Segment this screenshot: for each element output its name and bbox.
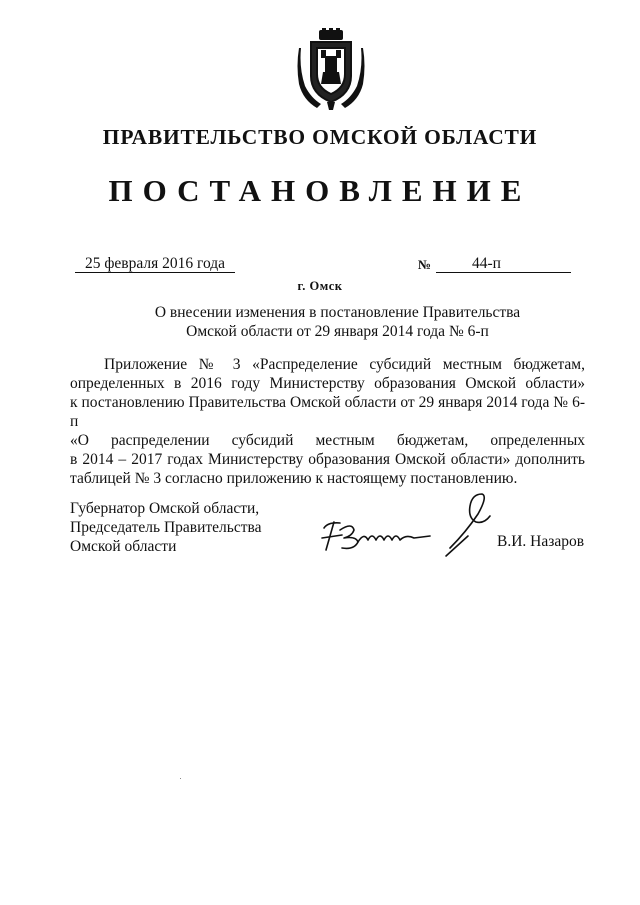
document-subject	[150, 303, 525, 341]
body-line: к постановлению Правительства Омской области от 29 января 2014 года № 6-п	[70, 394, 585, 430]
position-line: Губернатор Омской области,	[70, 500, 260, 517]
body-line: «О распределении субсидий местным бюджетам, определенных	[70, 432, 585, 449]
signatory-name: В.И. Назаров	[497, 533, 585, 550]
subject-line: Омской области от 29 января 2014 года № 6-п	[186, 323, 489, 340]
document-type-title: ПОСТАНОВЛЕНИЕ	[108, 173, 532, 208]
scan-speck	[180, 778, 181, 779]
date-field	[75, 255, 235, 273]
government-title: ПРАВИТЕЛЬСТВО ОМСКОЙ ОБЛАСТИ	[102, 125, 538, 149]
subject-line: О внесении изменения в постановление Правительства	[154, 304, 521, 321]
position-line: Председатель Правительства	[70, 519, 262, 536]
body-line: Приложение № 3 «Распределение субсидий местным бюджетам,	[104, 356, 585, 373]
document-number: 44-п	[472, 255, 501, 272]
signatory-position	[70, 499, 262, 556]
body-line: в 2014 – 2017 годах Министерству образования Омской области» дополнить	[70, 451, 585, 468]
handwritten-signature	[318, 492, 503, 562]
number-sign: №	[418, 257, 432, 272]
omsk-coat-of-arms-icon	[297, 28, 365, 110]
body-line: определенных в 2016 году Министерству образования Омской области»	[70, 375, 585, 392]
document-date: 25 февраля 2016 года	[85, 255, 226, 272]
number-field	[436, 255, 571, 273]
document-body	[70, 355, 585, 488]
position-line: Омской области	[70, 538, 177, 555]
body-line: таблицей № 3 согласно приложению к настоящему постановлению.	[70, 470, 518, 487]
city-label: г. Омск	[297, 279, 343, 293]
